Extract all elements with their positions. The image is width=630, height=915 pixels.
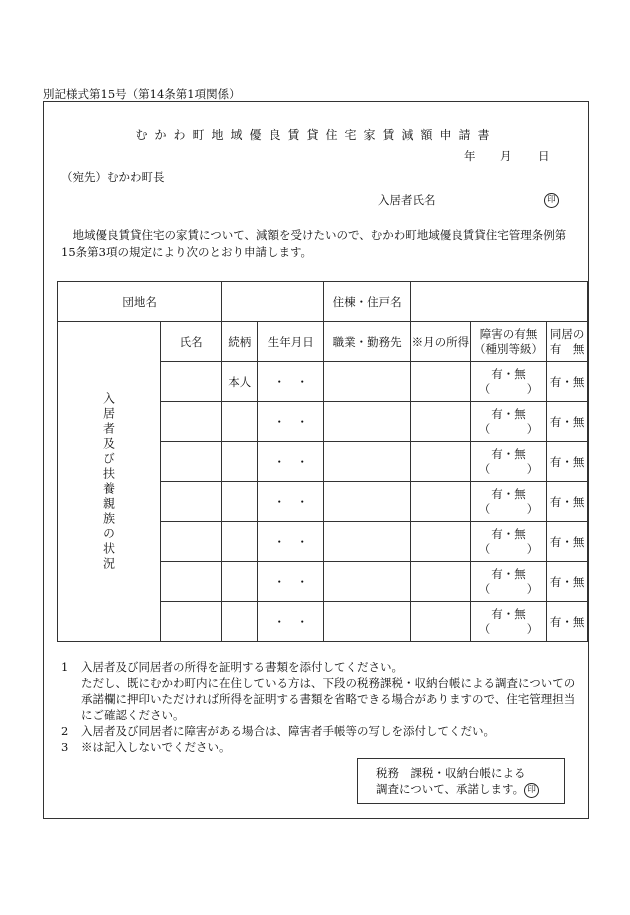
disability-type-bracket: （ ） [478,541,539,556]
application-form [43,101,589,819]
header-name: 氏名 [161,322,222,362]
disability-field[interactable] [470,402,547,442]
disability-field[interactable] [470,562,547,602]
header-disability [470,322,547,362]
cohabit-field[interactable]: 有・無 [547,602,588,642]
header-disability-line2: （種別等級） [474,341,544,356]
disability-yes-no: 有・無 [491,526,526,541]
notes [61,659,581,755]
header-relation: 続柄 [222,322,258,362]
date-month: 月 [500,149,512,163]
occupation-field[interactable] [324,602,411,642]
disability-field[interactable] [470,602,547,642]
complex-name-label: 団地名 [58,282,222,322]
consent-line1: 税務 課税・収納台帳による [376,766,526,780]
disability-type-bracket: （ ） [478,381,539,396]
name-field[interactable] [161,562,222,602]
header-cohabit-line2: 有 無 [549,341,585,356]
income-field [411,522,471,562]
occupation-field[interactable] [324,482,411,522]
complex-name-field[interactable] [222,282,324,322]
name-field[interactable] [161,362,222,402]
header-income: ※月の所得 [411,322,471,362]
disability-yes-no: 有・無 [491,606,526,621]
occupation-field[interactable] [324,402,411,442]
note-item: 1 入居者及び同居者の所得を証明する書類を添付してください。 [61,660,403,674]
income-field [411,362,471,402]
building-label: 住棟・住戸名 [324,282,411,322]
cohabit-field[interactable]: 有・無 [547,482,588,522]
note-item: 3 ※は記入しないでください。 [61,740,231,754]
name-field[interactable] [161,602,222,642]
disability-yes-no: 有・無 [491,486,526,501]
date-year: 年 [464,149,476,163]
header-cohabit-line1: 同居の [549,326,585,341]
name-field[interactable] [161,522,222,562]
disability-type-bracket: （ ） [478,461,539,476]
header-disability-line1: 障害の有無 [479,326,538,341]
cohabit-field[interactable]: 有・無 [547,562,588,602]
statement: 地域優良賃貸住宅の家賃について、減額を受けたいので、むかわ町地域優良賃貸住宅管理条例第15条第3項の規定により次のとおり申請します。 [61,228,567,259]
relation-self: 本人 [222,362,258,402]
seal-icon: 印 [544,193,559,208]
household-side-label: 入居者及び扶養親族の状況 [58,322,161,642]
cohabit-field[interactable]: 有・無 [547,402,588,442]
cohabit-field[interactable]: 有・無 [547,522,588,562]
birthdate-field[interactable]: ・ ・ [258,562,324,602]
birthdate-field[interactable]: ・ ・ [258,442,324,482]
household-table [57,281,588,642]
birthdate-field[interactable]: ・ ・ [258,482,324,522]
birthdate-field[interactable]: ・ ・ [258,522,324,562]
disability-type-bracket: （ ） [478,501,539,516]
income-field [411,402,471,442]
disability-yes-no: 有・無 [491,446,526,461]
disability-field[interactable] [470,482,547,522]
header-cohabit [547,322,588,362]
relation-field[interactable] [222,562,258,602]
disability-field[interactable] [470,442,547,482]
occupation-field[interactable] [324,562,411,602]
disability-yes-no: 有・無 [491,366,526,381]
relation-field[interactable] [222,402,258,442]
addressee: （宛先）むかわ町長 [61,170,165,184]
relation-field[interactable] [222,482,258,522]
applicant-seal [544,192,559,208]
occupation-field[interactable] [324,362,411,402]
relation-field[interactable] [222,602,258,642]
consent-line2: 調査について、承諾します。 印 [376,781,564,798]
disability-type-bracket: （ ） [478,621,539,636]
disability-yes-no: 有・無 [491,406,526,421]
occupation-field[interactable] [324,522,411,562]
relation-field[interactable] [222,522,258,562]
disability-type-bracket: （ ） [478,581,539,596]
name-field[interactable] [161,482,222,522]
date-day: 日 [538,149,550,163]
disability-type-bracket: （ ） [478,421,539,436]
header-birthdate: 生年月日 [258,322,324,362]
income-field [411,482,471,522]
applicant-name-label: 入居者氏名 [378,193,436,207]
disability-yes-no: 有・無 [491,566,526,581]
cohabit-field[interactable]: 有・無 [547,442,588,482]
birthdate-field[interactable]: ・ ・ [258,602,324,642]
income-field [411,562,471,602]
occupation-field[interactable] [324,442,411,482]
birthdate-field[interactable]: ・ ・ [258,402,324,442]
income-field [411,602,471,642]
cohabit-field[interactable]: 有・無 [547,362,588,402]
form-title: むかわ町地域優良賃貸住宅家賃減額申請書 [135,128,497,142]
building-field[interactable] [411,282,588,322]
date-line [44,148,588,164]
birthdate-field[interactable]: ・ ・ [258,362,324,402]
relation-field[interactable] [222,442,258,482]
name-field[interactable] [161,402,222,442]
seal-icon[interactable]: 印 [524,783,539,798]
name-field[interactable] [161,442,222,482]
note-item: 2 入居者及び同居者に障害がある場合は、障害者手帳等の写しを添付してくだい。 [61,724,495,738]
income-field [411,442,471,482]
header-occupation: 職業・勤務先 [324,322,411,362]
note-item: ただし、既にむかわ町内に在住している方は、下段の税務課税・収納台帳による調査についての承諾欄に押印いただければ所得を証明する書類を省略できる場合がありますので、住宅管理担当にご確認ください。 [81,676,576,722]
tax-consent-box [357,758,565,804]
disability-field[interactable] [470,362,547,402]
form-number: 別記様式第15号（第14条第1項関係） [43,87,241,101]
disability-field[interactable] [470,522,547,562]
